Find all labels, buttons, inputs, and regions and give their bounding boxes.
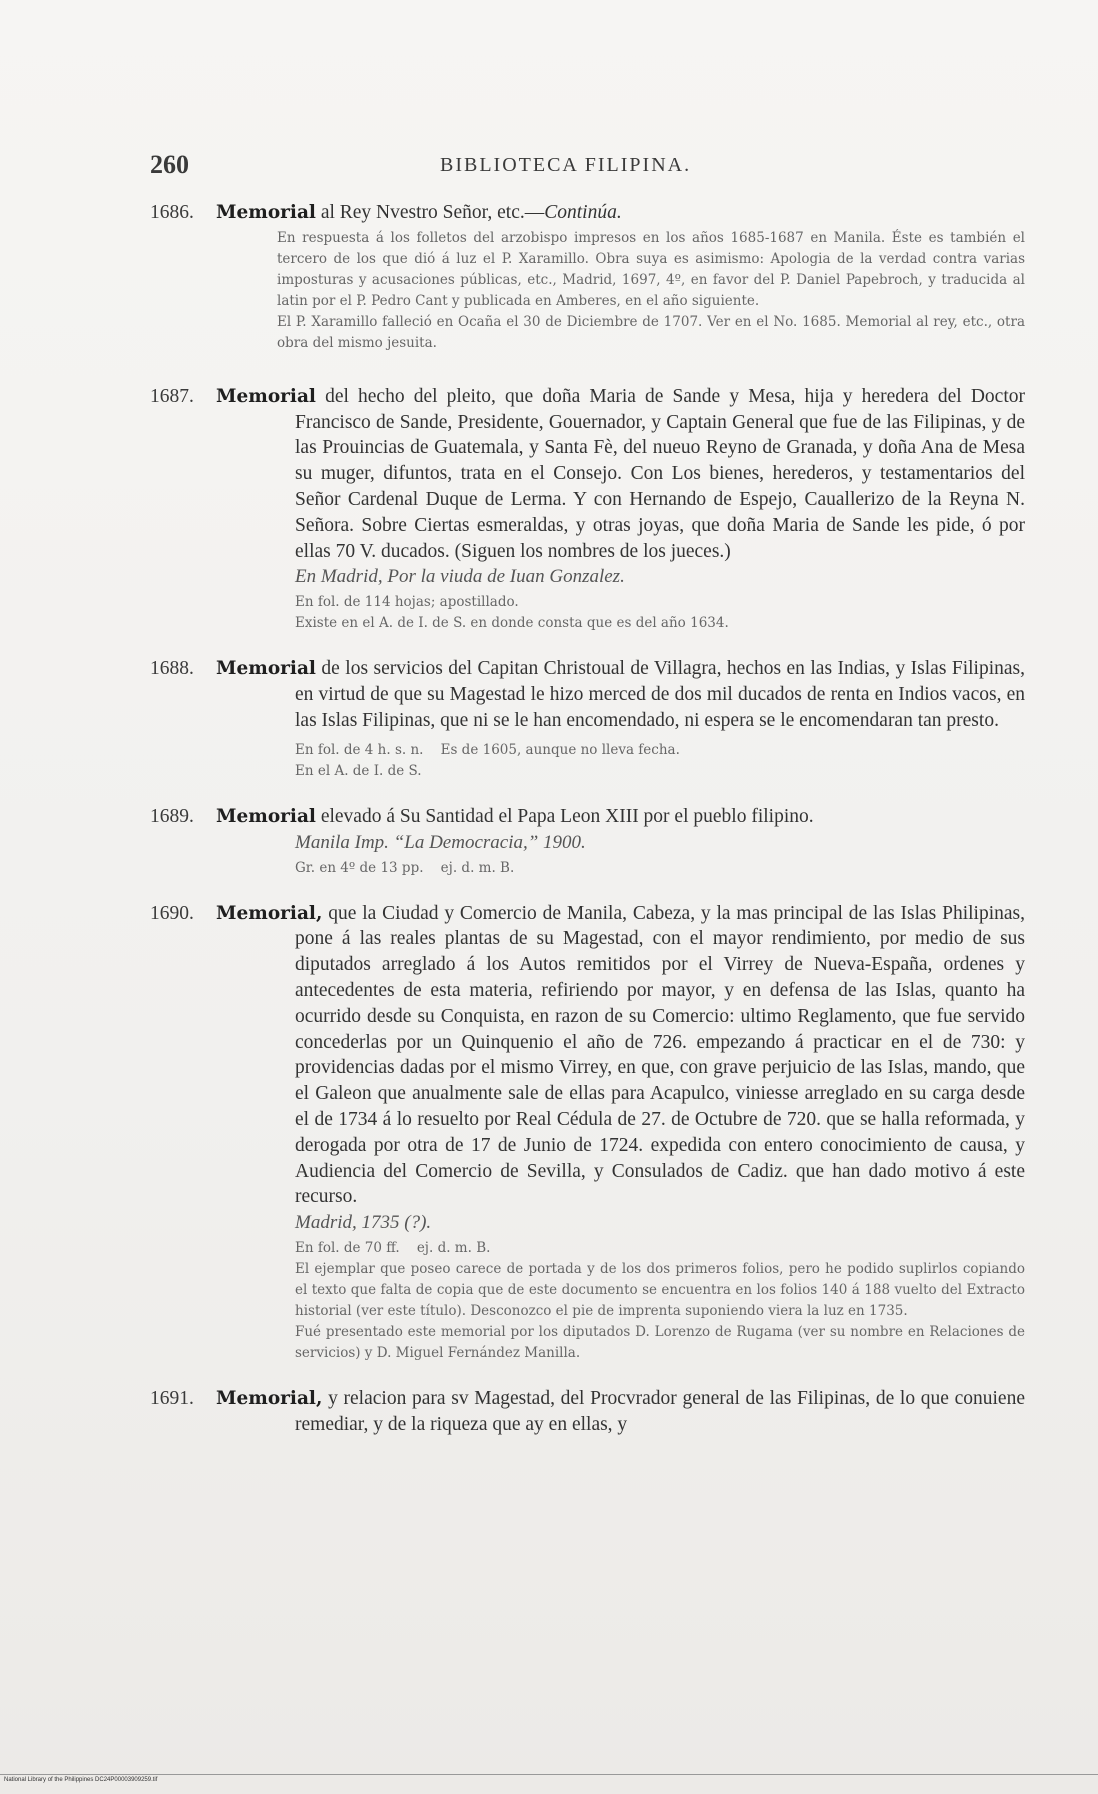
entry-1687 [150, 384, 1025, 635]
entry-text: del hecho del pleito, que doña Maria de Sande y Mesa, hija y heredera del Doctor Francisco de Sande, Presidente, Gouernador, y Captain General que fue de las Filipinas, y de las Prouincias de Guatemala, y Santa Fè, del nueuo Reyno de Granada, y doña Ana de Mesa su muger, difuntos, trata en el Consejo. Con Los bienes, herederos, y testamentarios del Señor Cardenal Duque de Lerma. Y con Hernando de Espejo, Cauallerizo de la Reyna N. Señora. Sobre Ciertas esmeraldas, y otras joyas, que doña Maria de Sande les pide, ó por ellas 70 V. ducados. (Siguen los nombres de los jueces.) [295, 385, 1025, 562]
entry-keyword: Memorial [216, 202, 316, 223]
entry-keyword: Memorial [216, 385, 316, 407]
entry-keyword: Memorial [216, 805, 316, 827]
entry-imprint: Madrid, 1735 (?). [295, 1212, 432, 1234]
entry-note: En fol. de 114 hojas; apostillado. [295, 594, 519, 611]
entry-note: Gr. en 4º de 13 pp. ej. d. m. B. [295, 859, 515, 876]
entry-number: 1688. [150, 658, 194, 680]
entry-number: 1687. [150, 385, 194, 407]
entry-keyword: Memorial, [216, 902, 323, 924]
entry-notes [150, 1238, 1025, 1364]
entry-text: de los servicios del Capitan Christoual de Villagra, hechos en las Indias, y Islas Filipinas, en virtud de que su Magestad le hizo merced de dos mil ducados de renta en Indios vacos, en las Islas Filipinas, que ni se le han encomendado, ni espera se le encomendaran tan presto. [295, 658, 1026, 731]
entry-text: que la Ciudad y Comercio de Manila, Cabeza, y la mas principal de las Islas Philipinas, pone á las reales plantas de su Magestad, con el mayor rendimiento, por medio de sus diputados arreglado á los Autos remitidos por el Virrey de Nueva-España, ordenes y antecedentes de esta materia, refiriendo por mayor, y en defensa de las Islas, quanto ha ocurrido desde su Conquista, en razon de su Comercio: ultimo Reglamento, que fue servido concederlas por un Quinquenio el año de 726. empezando á practicar en el de 730: y providencias dadas por el mismo Virrey, en que, con grave perjuicio de las Islas, mando, que el Galeon que anualmente sale de ellas para Acapulco, viniesse arreglado en su carga desde el de 1734 á lo resuelto por Real Cédula de 27. de Octubre de 720. que se halla reformada, y derogada por otra de 17 de Junio de 1724. expedida con entero conocimiento de causa, y Audiencia del Comercio de Sevilla, y Consulados de Cadiz. que han dado motivo á este recurso. [295, 902, 1025, 1208]
entry-heading [150, 804, 1025, 830]
entry-note: El P. Xaramillo falleció en Ocaña el 30 de Diciembre de 1707. Ver en el No. 1685. Memorial al rey, etc., otra obra del mismo jesuita. [277, 313, 1025, 351]
entry-notes [150, 740, 1025, 782]
entry-number: 1686. [150, 202, 194, 223]
page-number: 260 [150, 150, 189, 179]
running-title: BIBLIOTECA FILIPINA. [440, 154, 692, 176]
entry-1686 [150, 200, 1025, 354]
entry-text: elevado á Su Santidad el Papa Leon XIII por el pueblo filipino. [320, 805, 814, 827]
entry-number: 1691. [150, 1388, 194, 1410]
entry-notes [150, 592, 1025, 634]
entry-1689 [150, 804, 1025, 879]
entry-text: y relacion para sv Magestad, del Procvrador general de las Filipinas, de lo que conuiene remediar, y de la riqueza que ay en ellas, y [295, 1388, 1025, 1435]
page-content [150, 200, 1025, 1460]
entry-1691 [150, 1386, 1025, 1438]
entry-number: 1689. [150, 805, 194, 827]
entry-note: Fué presentado este memorial por los diputados D. Lorenzo de Rugama (ver su nombre en Relaciones de servicios) y D. Miguel Fernández Manilla. [295, 1324, 1025, 1362]
entry-note: El ejemplar que poseo carece de portada y de los dos primeros folios, pero he podido suplirlos copiando el texto que falta de copia que de este documento se encuentra en los folios 140 á 188 vuelto del Extracto historial (ver este título). Desconozco el pie de imprenta suponiendo viera la luz en 1735. [295, 1261, 1025, 1320]
entry-1688 [150, 656, 1025, 781]
entry-heading [150, 384, 1025, 565]
entry-number: 1690. [150, 902, 194, 924]
scan-footer-divider [0, 1774, 1098, 1775]
entry-continuation: Continúa. [544, 202, 622, 223]
scan-credit: National Library of the Philippines DC24P00003909259.tif [4, 1777, 158, 1783]
entry-keyword: Memorial, [216, 1388, 323, 1410]
entry-notes [150, 228, 1025, 354]
entry-note: En fol. de 70 ff. ej. d. m. B. [295, 1240, 491, 1257]
entry-note: En fol. de 4 h. s. n. Es de 1605, aunque no lleva fecha. [295, 741, 680, 758]
entry-note: En respuesta á los folletos del arzobispo impresos en los años 1685-1687 en Manila. Éste es también el tercero de los que dió á luz el P. Xaramillo. Obra suya es asimismo: Apologia de la verdad contra varias imposturas y acusaciones públicas, etc., Madrid, 1697, 4º, en favor del P. Daniel Papebroch, y traducida al latin por el P. Pedro Cant y publicada en Amberes, en el año siguiente. [277, 229, 1025, 309]
entry-imprint: En Madrid, Por la viuda de Iuan Gonzalez. [295, 566, 625, 588]
entry-heading [150, 901, 1025, 1211]
entry-note: En el A. de I. de S. [295, 762, 422, 779]
entry-heading [150, 1386, 1025, 1438]
entry-imprint: Manila Imp. “La Democracia,” 1900. [295, 831, 586, 853]
page-header [150, 150, 1030, 184]
entry-text: al Rey Nvestro Señor, etc.— [320, 202, 545, 223]
entry-keyword: Memorial [216, 658, 316, 680]
entry-1690 [150, 901, 1025, 1365]
entry-note: Existe en el A. de I. de S. en donde consta que es del año 1634. [295, 615, 729, 632]
entry-heading [150, 656, 1025, 733]
entry-heading [150, 200, 1025, 226]
entry-notes [150, 858, 1025, 879]
